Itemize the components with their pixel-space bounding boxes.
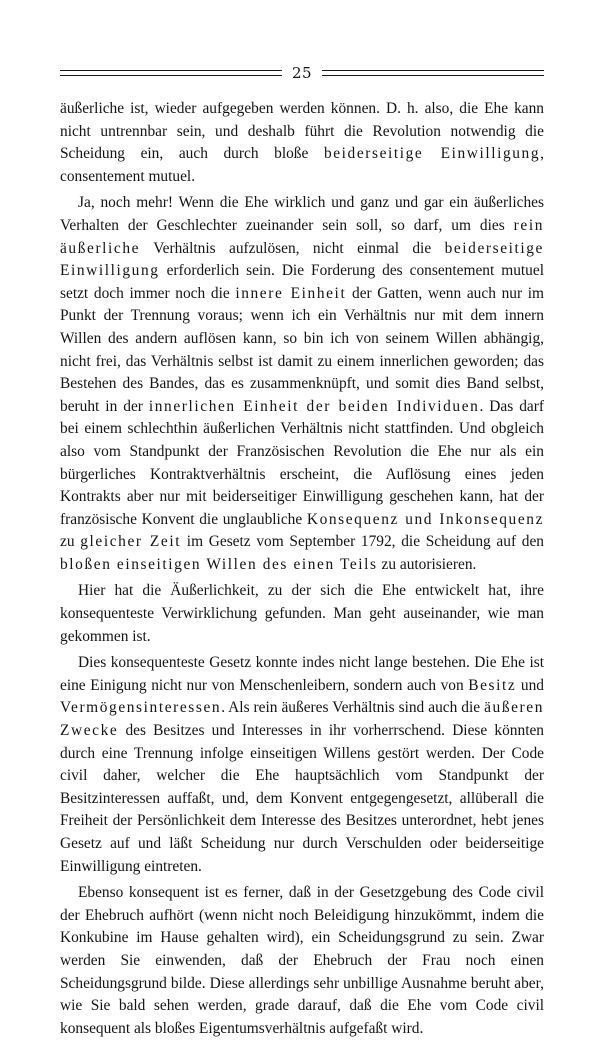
emphasized-text: innere Einheit bbox=[235, 284, 347, 302]
paragraph bbox=[60, 192, 544, 576]
header-rule-left bbox=[60, 70, 282, 76]
paragraph bbox=[60, 652, 544, 878]
text-run: Verhältnis aufzulösen, nicht einmal die bbox=[140, 239, 445, 257]
header-rule-right bbox=[322, 70, 544, 76]
emphasized-text: beiderseitige Einwilligung bbox=[60, 239, 544, 280]
emphasized-text: Vermögensinteressen bbox=[60, 699, 222, 717]
paragraph bbox=[60, 98, 544, 188]
emphasized-text: rein äußerliche bbox=[60, 216, 544, 257]
running-header bbox=[60, 62, 544, 84]
emphasized-text: bloßen einseitigen Willen des einen Teils bbox=[60, 555, 378, 573]
text-run: , consentement mutuel. bbox=[60, 145, 545, 185]
emphasized-text: äußeren Zwecke bbox=[60, 699, 544, 740]
text-run: Ebenso konsequent ist es ferner, daß in der Gesetzgebung des Code civil der Ehebruch aufhört (wenn nicht noch Beleidigung hinzukömmt, indem die Konkubine im Hause gehalten wird), ein Scheidungsgrund zu sein. Zwar werden Sie einwenden, daß der Ehebruch der Frau noch einen Scheidungsgrund bilde. Diese allerdings sehr unbillige Ausnahme beruht aber, wie Sie bald sehen werden, grade darauf, daß die Ehe vom Code civil konsequent als bloßes Eigentumsverhältnis aufgefaßt wird. bbox=[60, 884, 544, 1037]
text-run: . Das darf bei einem schlechthin äußerlichen Verhältnis nicht stattfinden. Und obgleich also vom Standpunkt der Französischen Revolution die Ehe nur als ein bürgerliches Kontraktverhältnis erscheint, die Auflösung eines jeden Kontrakts aber nur mit beiderseitiger Einwilligung geschehen kann, hat der französische Konvent die unglaubliche bbox=[60, 397, 544, 528]
text-run: und bbox=[516, 676, 544, 694]
page-number: 25 bbox=[291, 64, 313, 82]
emphasized-text: beiderseitige Einwilligung bbox=[323, 145, 541, 163]
text-run: im Gesetz vom September 1792, die Scheidung auf den bbox=[181, 533, 544, 551]
text-run: erforderlich sein. Die Forderung des consentement mutuel setzt doch immer noch die bbox=[60, 262, 544, 302]
text-run: zu bbox=[60, 533, 81, 551]
text-run: Dies konsequenteste Gesetz konnte indes nicht lange bestehen. Die Ehe ist eine Einigung nicht nur von Menschenleibern, sondern auch von bbox=[60, 654, 544, 694]
body-text bbox=[60, 98, 544, 1044]
text-run: der Gatten, wenn auch nur im Punkt der Trennung voraus; wenn ich ein Verhältnis nur mit dem innern Willen des andern auflösen kann, so bin ich von seinem Willen abhängig, nicht frei, das Verhältnis selbst ist damit zu einem innerlichen geworden; das Bestehen des Bandes, das es zusammenknüpft, und somit dies Band selbst, beruht in der bbox=[60, 284, 544, 415]
emphasized-text: Konsequenz und Inkonsequenz bbox=[306, 510, 545, 528]
text-run: Hier hat die Äußerlichkeit, zu der sich die Ehe entwickelt hat, ihre konsequenteste Verwirklichung gefunden. Man geht auseinander, wie man gekommen ist. bbox=[60, 582, 544, 645]
emphasized-text: innerlichen Einheit der beiden Individuen bbox=[148, 397, 480, 415]
paragraph bbox=[60, 580, 544, 648]
text-run: äußerliche ist, wieder aufgegeben werden können. D. h. also, die Ehe kann nicht untrennbar sein, und deshalb führt die Revolution notwendig die Scheidung ein, auch durch bloße bbox=[60, 100, 544, 163]
text-run: zu autorisieren. bbox=[377, 555, 477, 573]
text-run: des Besitzes und Interesses in ihr vorherrschend. Diese könnten durch eine Trennung infolge einseitigen Willens gestört werden. Der Code civil daher, welcher die Ehe hauptsächlich vom Standpunkt der Besitzinteressen auffaßt, und, dem Konvent entgegengesetzt, allüberall die Freiheit der Persönlichkeit dem Interesse des Besitzes unterordnet, hebt jenes Gesetz auf und läßt Scheidung nur durch Verschulden oder beiderseitige Einwilligung eintreten. bbox=[60, 722, 544, 875]
emphasized-text: Besitz bbox=[468, 676, 517, 694]
emphasized-text: gleicher Zeit bbox=[80, 533, 182, 551]
text-run: . Als rein äußeres Verhältnis sind auch die bbox=[221, 699, 485, 717]
paragraph bbox=[60, 882, 544, 1040]
text-run: Ja, noch mehr! Wenn die Ehe wirklich und ganz und gar ein äußerliches Verhalten der Geschlechter zueinander sein soll, so darf, um dies bbox=[60, 194, 544, 234]
